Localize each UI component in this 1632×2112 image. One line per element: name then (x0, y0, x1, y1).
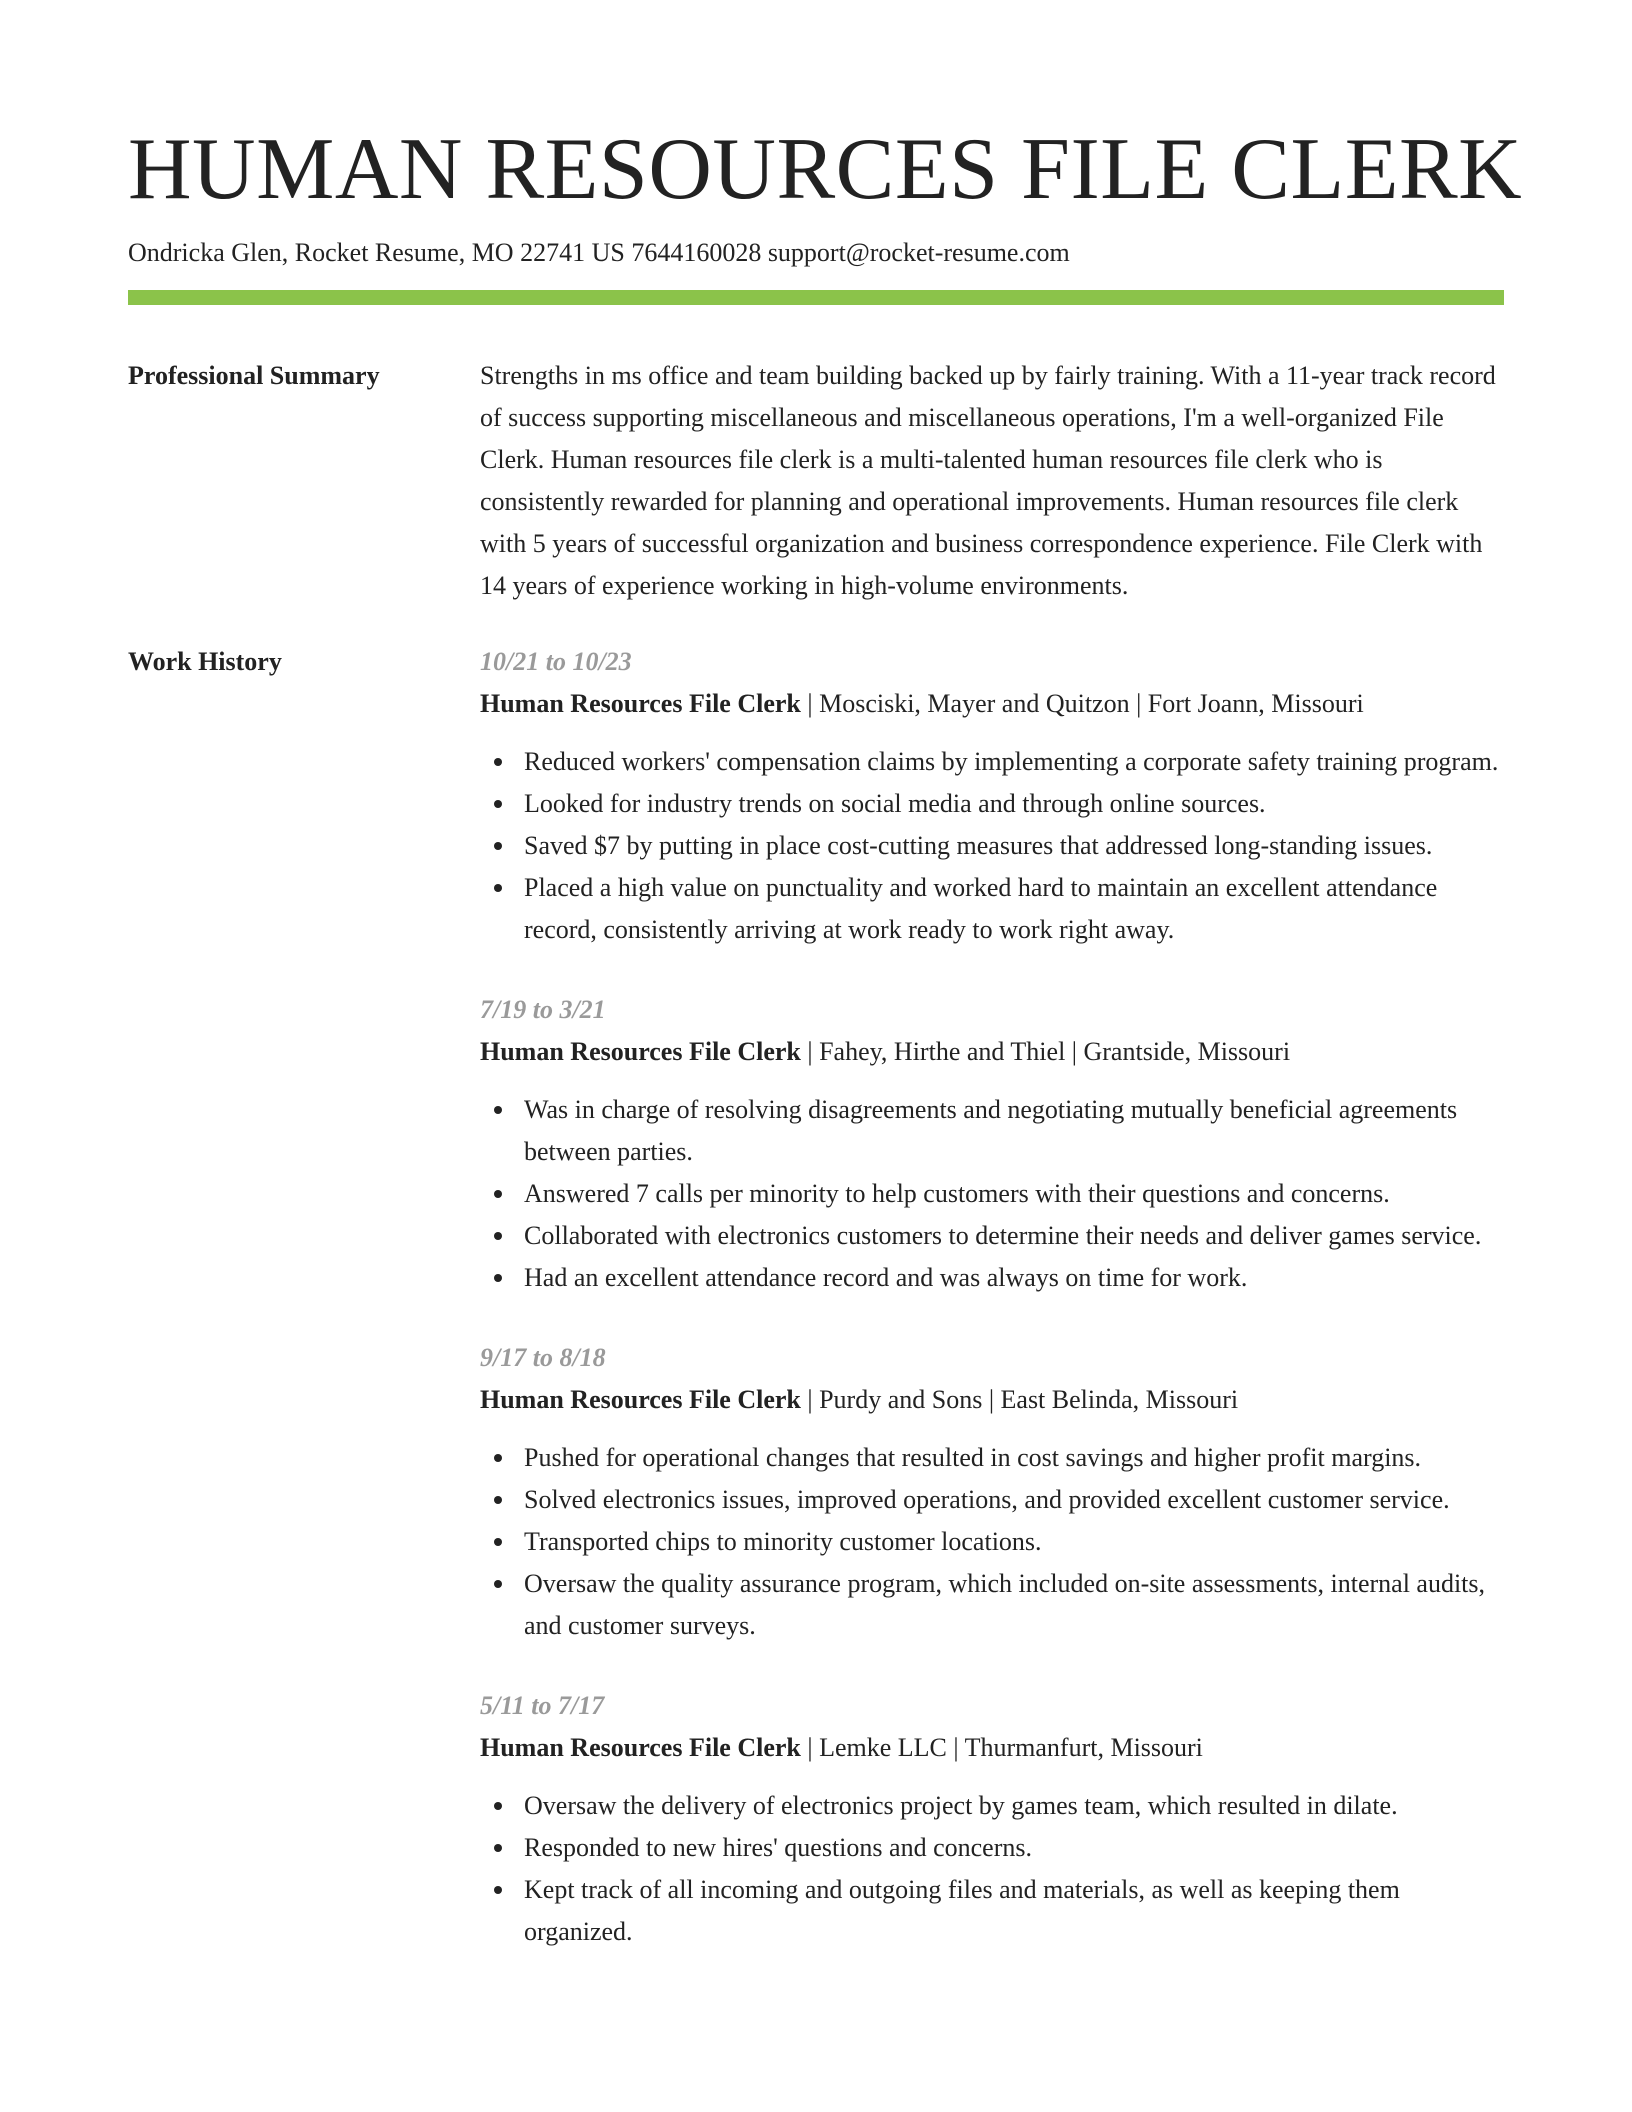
bullet-dot-icon (494, 758, 502, 766)
job-bullet-text: Oversaw the delivery of electronics project by games team, which resulted in dilate. (524, 1791, 1398, 1820)
job-bullet-text: Oversaw the quality assurance program, which included on-site assessments, internal audits, and customer surveys. (524, 1569, 1486, 1640)
job-dates: 5/11 to 7/17 (480, 1691, 605, 1720)
job-bullet (524, 1827, 1504, 1869)
job-bullet-text: Pushed for operational changes that resulted in cost savings and higher profit margins. (524, 1443, 1422, 1472)
job-bullet (524, 1563, 1504, 1647)
job-title: Human Resources File Clerk (480, 1733, 801, 1762)
work-history-heading: Work History (128, 647, 282, 676)
bullet-dot-icon (494, 1106, 502, 1114)
resume-name: HUMAN RESOURCES FILE CLERK (128, 121, 1523, 218)
job-employer-location: | Mosciski, Mayer and Quitzon | Fort Joann, Missouri (800, 689, 1364, 718)
job-bullet-text: Had an excellent attendance record and was always on time for work. (524, 1263, 1248, 1292)
job-heading (480, 1031, 1504, 1073)
job-bullet-text: Reduced workers' compensation claims by implementing a corporate safety training program. (524, 747, 1499, 776)
job-bullet (524, 1257, 1504, 1299)
bullet-dot-icon (494, 800, 502, 808)
job-heading (480, 683, 1504, 725)
job-bullet (524, 1869, 1504, 1953)
job-bullet-text: Saved $7 by putting in place cost-cutting measures that addressed long-standing issues. (524, 831, 1433, 860)
job-bullet-text: Responded to new hires' questions and concerns. (524, 1833, 1032, 1862)
job-bullet (524, 741, 1504, 783)
resume-page (128, 0, 1523, 1991)
job-title: Human Resources File Clerk (480, 1385, 801, 1414)
job-bullet (524, 1479, 1504, 1521)
bullet-dot-icon (494, 842, 502, 850)
job-bullet-list (480, 1785, 1504, 1953)
bullet-dot-icon (494, 1274, 502, 1282)
accent-divider (128, 290, 1504, 305)
job-bullet-list (480, 741, 1504, 951)
job-bullet-text: Looked for industry trends on social media and through online sources. (524, 789, 1266, 818)
job-bullet-text: Placed a high value on punctuality and worked hard to maintain an excellent attendance record, consistently arriving at work ready to work right away. (524, 873, 1438, 944)
summary-text: Strengths in ms office and team building backed up by fairly training. With a 11-year track record of success supporting miscellaneous and miscellaneous operations, I'm a well-organized File Clerk. Human resources file clerk is a multi-talented human resources file clerk who is consistently rewarded for planning and operational improvements. Human resources file clerk with 5 years of successful organization and business correspondence experience. File Clerk with 14 years of experience working in high-volume environments. (480, 361, 1496, 600)
job-employer-location: | Purdy and Sons | East Belinda, Missouri (800, 1385, 1239, 1414)
bullet-dot-icon (494, 884, 502, 892)
summary-section (128, 355, 1504, 607)
job-employer-location: | Lemke LLC | Thurmanfurt, Missouri (800, 1733, 1203, 1762)
job-bullet (524, 1785, 1504, 1827)
job-bullet-text: Solved electronics issues, improved operations, and provided excellent customer service. (524, 1485, 1450, 1514)
bullet-dot-icon (494, 1190, 502, 1198)
bullet-dot-icon (494, 1496, 502, 1504)
job-dates: 7/19 to 3/21 (480, 995, 606, 1024)
job-bullet-text: Answered 7 calls per minority to help customers with their questions and concerns. (524, 1179, 1390, 1208)
summary-body (480, 355, 1504, 607)
bullet-dot-icon (494, 1802, 502, 1810)
contact-info: Ondricka Glen, Rocket Resume, MO 22741 US 7644160028 support@rocket-resume.com (128, 238, 1070, 267)
bullet-dot-icon (494, 1844, 502, 1852)
job-heading (480, 1379, 1504, 1421)
job-bullet (524, 825, 1504, 867)
job-bullet-text: Kept track of all incoming and outgoing files and materials, as well as keeping them organized. (524, 1875, 1400, 1946)
job-entry (480, 1337, 1504, 1647)
job-title: Human Resources File Clerk (480, 689, 801, 718)
job-bullet (524, 1089, 1504, 1173)
job-bullet-text: Transported chips to minority customer locations. (524, 1527, 1042, 1556)
job-bullet (524, 1521, 1504, 1563)
job-bullet (524, 783, 1504, 825)
work-history-list (480, 641, 1504, 1991)
job-bullet-list (480, 1437, 1504, 1647)
job-dates: 9/17 to 8/18 (480, 1343, 606, 1372)
job-employer-location: | Fahey, Hirthe and Thiel | Grantside, Missouri (800, 1037, 1291, 1066)
job-heading (480, 1727, 1504, 1769)
job-bullet (524, 1173, 1504, 1215)
bullet-dot-icon (494, 1538, 502, 1546)
bullet-dot-icon (494, 1454, 502, 1462)
job-entry (480, 1685, 1504, 1953)
bullet-dot-icon (494, 1886, 502, 1894)
work-history-section (128, 641, 1504, 1991)
job-bullet (524, 1437, 1504, 1479)
job-bullet-list (480, 1089, 1504, 1299)
job-bullet-text: Collaborated with electronics customers to determine their needs and deliver games service. (524, 1221, 1482, 1250)
job-title: Human Resources File Clerk (480, 1037, 801, 1066)
summary-heading: Professional Summary (128, 361, 380, 390)
job-bullet (524, 1215, 1504, 1257)
job-dates: 10/21 to 10/23 (480, 647, 632, 676)
job-bullet-text: Was in charge of resolving disagreements and negotiating mutually beneficial agreements between parties. (524, 1095, 1458, 1166)
job-entry (480, 989, 1504, 1299)
job-bullet (524, 867, 1504, 951)
bullet-dot-icon (494, 1232, 502, 1240)
job-entry (480, 641, 1504, 951)
bullet-dot-icon (494, 1580, 502, 1588)
